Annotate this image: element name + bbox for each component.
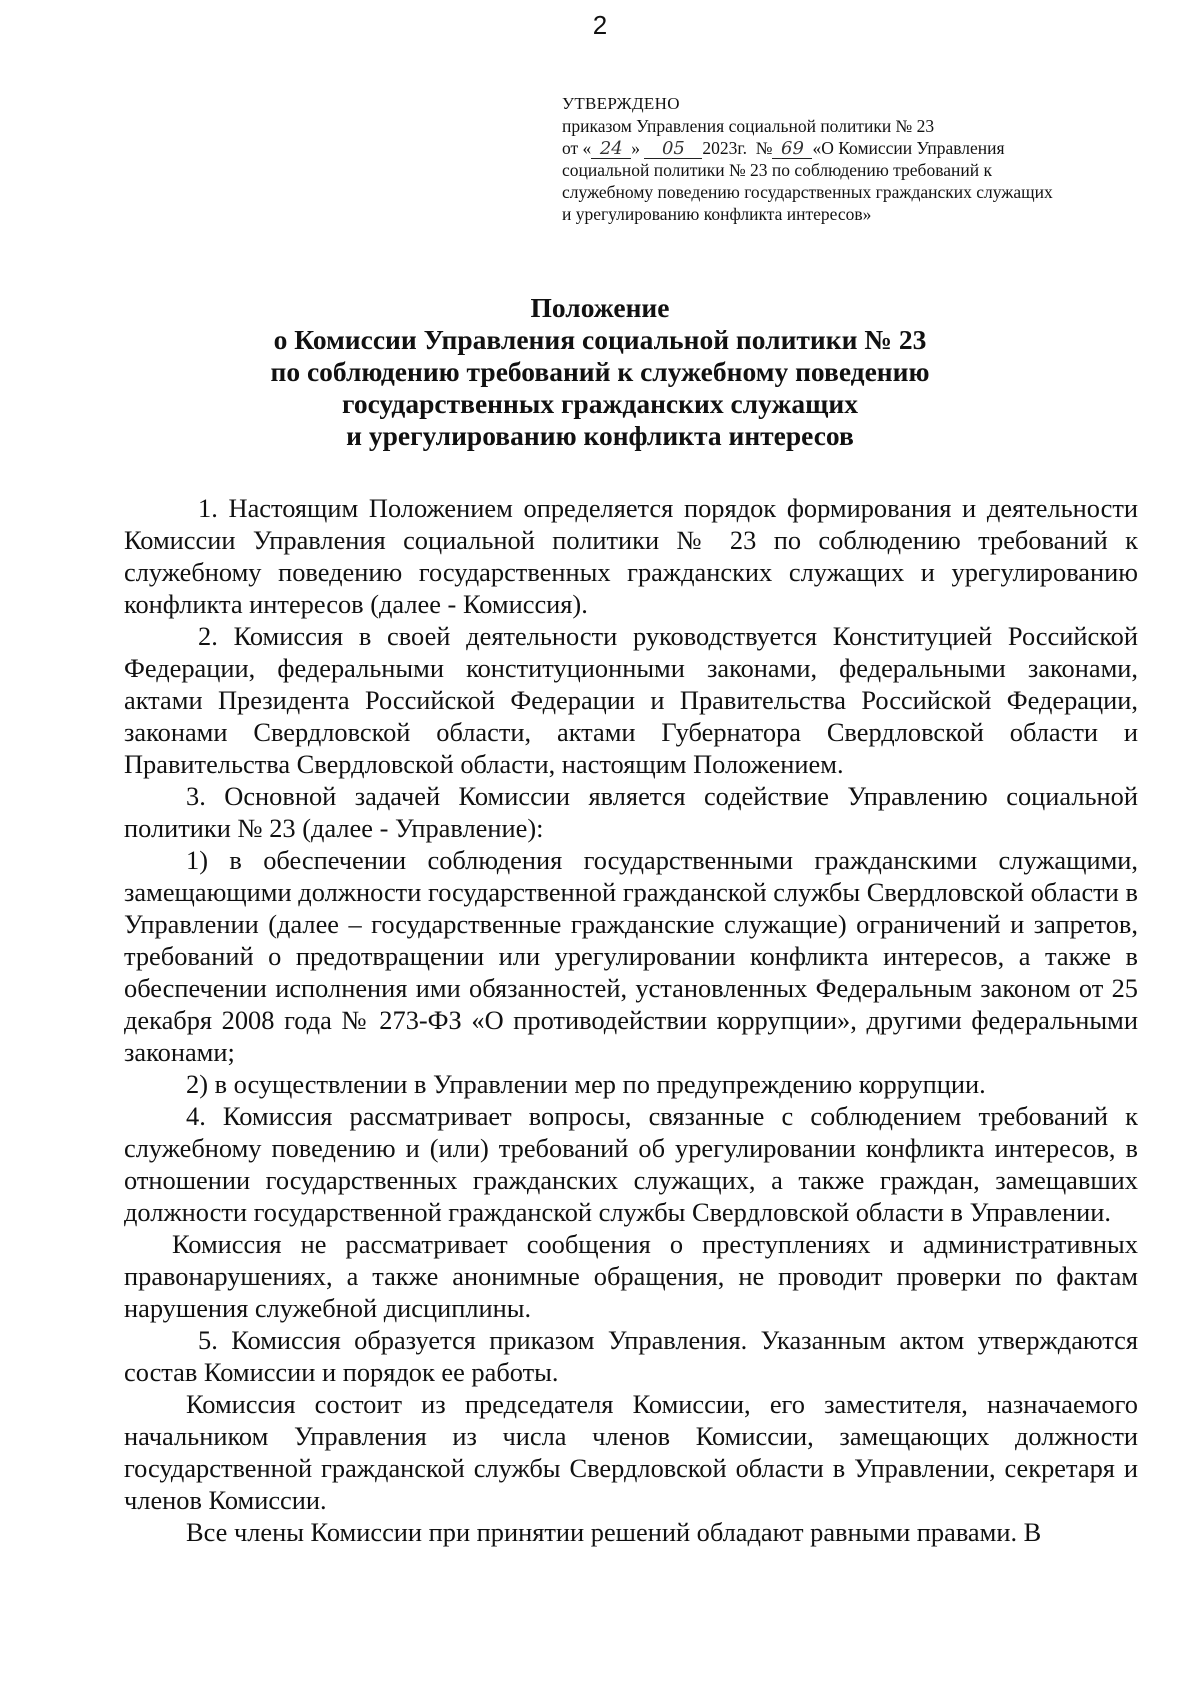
order-number-prefix: № <box>755 138 773 158</box>
title-line: и урегулированию конфликта интересов <box>346 420 854 451</box>
approval-line: социальной политики № 23 по соблюдению требований к <box>562 160 992 180</box>
order-title-start: «О Комиссии Управления <box>812 138 1005 158</box>
date-year: 2023г. <box>702 138 748 158</box>
paragraph-5: 5. Комиссия образуется приказом Управления. Указанным актом утверждаются состав Комиссии и порядок ее работы. <box>124 1325 1138 1387</box>
paragraph-3: 3. Основной задачей Комиссии является содействие Управлению социальной политики № 23 (далее - Управление): <box>124 781 1138 843</box>
approval-date-line <box>562 137 1152 159</box>
title-line: государственных гражданских служащих <box>342 388 858 419</box>
approval-heading: УТВЕРЖДЕНО <box>562 94 680 113</box>
title-line: о Комиссии Управления социальной политики № 23 <box>273 324 927 355</box>
paragraph-4: 4. Комиссия рассматривает вопросы, связанные с соблюдением требований к служебному поведению и (или) требований об урегулировании конфликта интересов, в отношении государственных гражданских служащих, а также граждан, замещавших должности государственной гражданской службы Свердловской области в Управлении. <box>124 1101 1138 1227</box>
paragraph-5-rights: Все члены Комиссии при принятии решений обладают равными правами. В <box>186 1517 1042 1547</box>
approval-line: приказом Управления социальной политики № 23 <box>562 116 935 136</box>
paragraph-2: 2. Комиссия в своей деятельности руководствуется Конституцией Российской Федерации, федеральными конституционными законами, федеральными законами, актами Президента Российской Федерации и Правительства Российской Федерации, законами Свердловской области, актами Губернатора Свердловской области и Правительства Свердловской области, настоящим Положением. <box>124 621 1138 779</box>
page-number: 2 <box>592 10 608 40</box>
date-prefix: от « <box>562 138 592 158</box>
paragraph-3-item-1: 1) в обеспечении соблюдения государственными гражданскими служащими, замещающими должности государственной гражданской службы Свердловской области в Управлении (далее – государственные гражданские служащие) ограничений и запретов, требований о предотвращении или урегулировании конфликта интересов, а также в обеспечении исполнения ими обязанностей, установленных Федеральным законом от 25 декабря 2008 года № 273-ФЗ «О противодействии коррупции», другими федеральными законами; <box>124 845 1138 1067</box>
approval-line: служебному поведению государственных гражданских служащих <box>562 182 1053 202</box>
handwritten-day: 24 <box>591 140 631 159</box>
handwritten-order-number: 69 <box>772 140 812 159</box>
paragraph-4-note: Комиссия не рассматривает сообщения о преступлениях и административных правонарушениях, а также анонимные обращения, не проводит проверки по фактам нарушения служебной дисциплины. <box>124 1229 1138 1323</box>
paragraph-3-item-2: 2) в осуществлении в Управлении мер по предупреждению коррупции. <box>186 1069 986 1099</box>
document-body <box>124 492 1138 1548</box>
paragraph-5-composition: Комиссия состоит из председателя Комиссии, его заместителя, назначаемого начальником Управления из числа членов Комиссии, замещающих должности государственной гражданской службы Свердловской области в Управлении, секретаря и членов Комиссии. <box>124 1389 1138 1515</box>
document-title <box>100 292 1100 452</box>
date-separator: » <box>631 138 645 158</box>
title-line: Положение <box>530 292 670 323</box>
approval-line: и урегулированию конфликта интересов» <box>562 204 872 224</box>
paragraph-1: 1. Настоящим Положением определяется порядок формирования и деятельности Комиссии Управления социальной политики № 23 по соблюдению требований к служебному поведению государственных гражданских служащих и урегулированию конфликта интересов (далее - Комиссия). <box>124 493 1138 619</box>
approval-block <box>562 93 1152 225</box>
title-line: по соблюдению требований к служебному поведению <box>270 356 930 387</box>
handwritten-month: 05 <box>644 140 702 159</box>
